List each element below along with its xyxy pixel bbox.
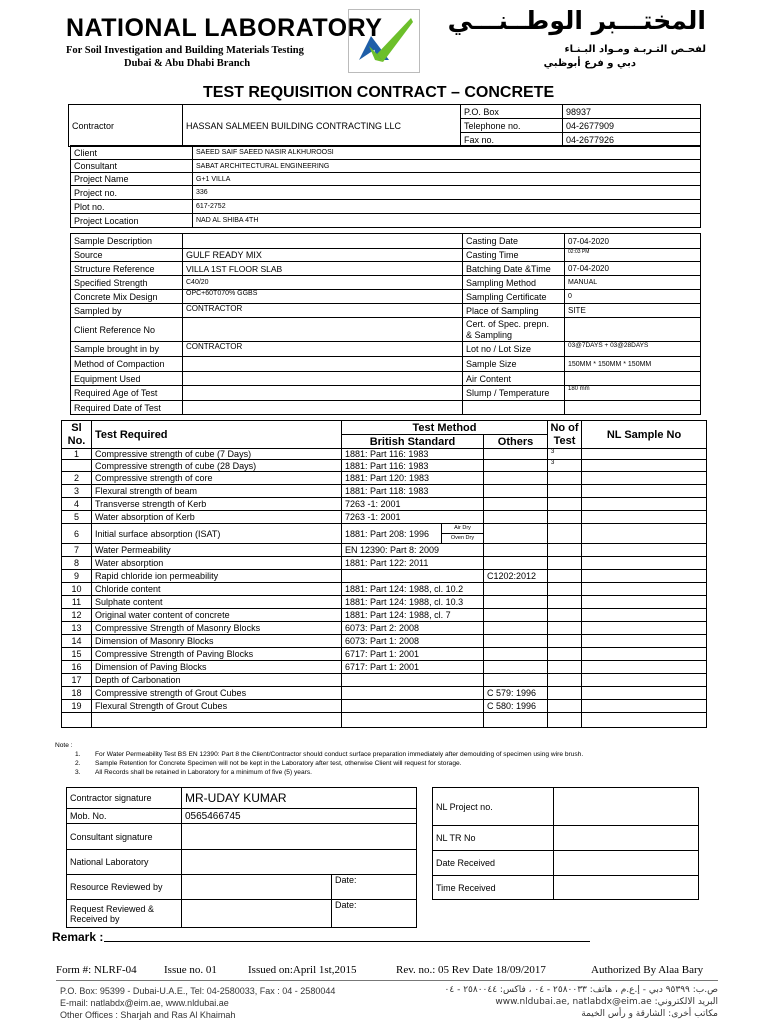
contractor-signature-label: Contractor signature xyxy=(67,788,182,809)
batching-date-label: Batching Date &Time xyxy=(463,262,565,276)
test-row xyxy=(62,485,707,498)
test-row-count[interactable] xyxy=(548,524,582,544)
plot-no-value: 617-2752 xyxy=(193,200,701,214)
sample-description-value xyxy=(183,234,463,249)
source-value: GULF READY MIX xyxy=(183,249,463,262)
sampling-method-value: MANUAL xyxy=(565,276,701,290)
lab-table xyxy=(432,787,699,900)
test-row-nl-sample-no[interactable] xyxy=(582,472,707,485)
form-number: Form #: NLRF-04 xyxy=(56,964,137,976)
test-row-nl-sample-no[interactable] xyxy=(582,648,707,661)
test-row-british-standard: 1881: Part 124: 1988, cl. 10.3 xyxy=(342,596,484,609)
test-row-name: Depth of Carbonation xyxy=(92,674,342,687)
test-row-others xyxy=(484,648,548,661)
test-row-others xyxy=(484,596,548,609)
test-row xyxy=(62,524,707,544)
test-row-others xyxy=(484,609,548,622)
required-age-label: Required Age of Test xyxy=(71,386,183,401)
test-row xyxy=(62,609,707,622)
sampling-method-label: Sampling Method xyxy=(463,276,565,290)
contractor-label: Contractor xyxy=(69,105,183,147)
test-row-nl-sample-no[interactable] xyxy=(582,485,707,498)
test-row-nl-sample-no[interactable] xyxy=(582,511,707,524)
sample-table xyxy=(70,233,701,415)
test-row-others: C1202:2012 xyxy=(484,570,548,583)
equipment-used-value xyxy=(183,372,463,386)
col-test-method-header: Test Method xyxy=(342,421,548,435)
lot-size-value: 03@7DAYS + 03@28DAYS xyxy=(565,342,701,357)
test-row-british-standard: 6717: Part 1: 2001 xyxy=(342,661,484,674)
test-row-others xyxy=(484,544,548,557)
test-row-others: C 579: 1996 xyxy=(484,687,548,700)
note-1-text: For Water Permeability Test BS EN 12390: Part 8 the Client/Contractor should conduct surface preparation immediately after demoulding of specimen using wire brush. xyxy=(95,751,584,758)
test-row xyxy=(62,700,707,713)
request-reviewed-value[interactable] xyxy=(182,900,332,928)
test-row xyxy=(62,570,707,583)
source-label: Source xyxy=(71,249,183,262)
test-row-number: 13 xyxy=(62,622,92,635)
test-row-british-standard: 1881: Part 208: 1996 xyxy=(345,528,430,539)
consultant-value: SABAT ARCHITECTURAL ENGINEERING xyxy=(193,160,701,173)
test-row-others xyxy=(484,557,548,570)
project-location-label: Project Location xyxy=(71,214,193,228)
nl-tr-no-label: NL TR No xyxy=(433,826,554,851)
place-of-sampling-label: Place of Sampling xyxy=(463,304,565,318)
lab-name-arabic: المختـــبر الوطــنـــي xyxy=(447,6,706,35)
nl-project-no-value[interactable] xyxy=(554,788,699,826)
slump-temperature-label: Slump / Temperature xyxy=(463,386,565,401)
test-row-name: Compressive strength of cube (7 Days) xyxy=(92,449,342,460)
note-3-text: All Records shall be retained in Laboratory for a minimum of five (5) years. xyxy=(95,769,312,776)
test-row-number: 6 xyxy=(62,524,92,544)
casting-time-label: Casting Time xyxy=(463,249,565,262)
telephone-value: 04-2677909 xyxy=(563,119,701,133)
test-row-name: Water absorption of Kerb xyxy=(92,511,342,524)
test-row-number: 12 xyxy=(62,609,92,622)
note-1-number: 1. xyxy=(75,751,81,758)
col-test-header: Test xyxy=(553,434,576,447)
footer-address-arabic: ص.ب: ٩٥٣٩٩ دبي - إ.ع.م ، هاتف: ٢٥٨٠٠٣٣ - ٠٤ ، فاكس: ٢٥٨٠٠٤٤ - ٠٤ xyxy=(444,985,718,995)
sample-size-label: Sample Size xyxy=(463,357,565,372)
test-row-count[interactable] xyxy=(548,700,582,713)
test-row-name: Compressive strength of cube (28 Days) xyxy=(92,460,342,472)
test-row-british-standard: 1881: Part 124: 1988, cl. 7 xyxy=(342,609,484,622)
lot-size-label: Lot no / Lot Size xyxy=(463,342,565,357)
time-received-label: Time Received xyxy=(433,876,554,900)
test-row-name: Flexural strength of beam xyxy=(92,485,342,498)
test-row-british-standard: 6073: Part 2: 2008 xyxy=(342,622,484,635)
test-row-name: Flexural Strength of Grout Cubes xyxy=(92,700,342,713)
test-row-number: 16 xyxy=(62,661,92,674)
remark-line[interactable] xyxy=(104,941,590,942)
test-row xyxy=(62,596,707,609)
col-nl-sample-header: NL Sample No xyxy=(582,421,707,449)
national-laboratory-label: National Laboratory xyxy=(67,850,182,875)
test-row-british-standard: 1881: Part 116: 1983 xyxy=(342,449,484,460)
test-row-nl-sample-no[interactable] xyxy=(582,449,707,460)
test-row-number: 10 xyxy=(62,583,92,596)
method-of-compaction-label: Method of Compaction xyxy=(71,357,183,372)
test-row-nl-sample-no[interactable] xyxy=(582,674,707,687)
test-row xyxy=(62,557,707,570)
test-row-british-standard: 7263 -1: 2001 xyxy=(342,498,484,511)
client-label: Client xyxy=(71,146,193,160)
test-row-nl-sample-no[interactable] xyxy=(582,609,707,622)
structure-reference-value: VILLA 1ST FLOOR SLAB xyxy=(183,262,463,276)
test-row-count[interactable] xyxy=(548,635,582,648)
test-row-count[interactable] xyxy=(548,583,582,596)
batching-date-value: 07-04-2020 xyxy=(565,262,701,276)
issue-number: Issue no. 01 xyxy=(164,964,217,976)
air-content-label: Air Content xyxy=(463,372,565,386)
test-row-british-standard-cell xyxy=(342,524,484,544)
test-row xyxy=(62,472,707,485)
test-row-others xyxy=(484,498,548,511)
col-british-standard-header: British Standard xyxy=(342,435,484,449)
footer-email: E-mail: natlabdx@eim.ae, www.nldubai.ae xyxy=(60,998,229,1008)
test-row-british-standard: 7263 -1: 2001 xyxy=(342,511,484,524)
date-received-label: Date Received xyxy=(433,851,554,876)
test-row-count[interactable] xyxy=(548,622,582,635)
test-row-british-standard: 1881: Part 122: 2011 xyxy=(342,557,484,570)
test-row xyxy=(62,687,707,700)
test-row-nl-sample-no[interactable] xyxy=(582,622,707,635)
test-row-name: Compressive strength of Grout Cubes xyxy=(92,687,342,700)
national-laboratory-value[interactable] xyxy=(182,850,417,875)
test-row-number xyxy=(62,713,92,728)
test-row-nl-sample-no[interactable] xyxy=(582,596,707,609)
logo-icon xyxy=(349,10,419,72)
test-row-number: 14 xyxy=(62,635,92,648)
lab-subtitle: For Soil Investigation and Building Materials Testing xyxy=(66,45,304,56)
test-row-number: 7 xyxy=(62,544,92,557)
time-received-value[interactable] xyxy=(554,876,699,900)
equipment-used-label: Equipment Used xyxy=(71,372,183,386)
test-row-name: Compressive Strength of Masonry Blocks xyxy=(92,622,342,635)
test-row-count[interactable]: 3 xyxy=(548,449,582,460)
test-row-others xyxy=(484,511,548,524)
test-row-british-standard: 1881: Part 120: 1983 xyxy=(342,472,484,485)
test-row-count[interactable] xyxy=(548,511,582,524)
test-row-number: 4 xyxy=(62,498,92,511)
sampled-by-value: CONTRACTOR xyxy=(183,304,463,318)
test-row-nl-sample-no[interactable] xyxy=(582,661,707,674)
project-table xyxy=(70,145,701,228)
test-row-others xyxy=(484,485,548,498)
footer-divider xyxy=(56,980,718,981)
note-2-text: Sample Retention for Concrete Specimen will not be kept in the Laboratory after test, otherwise Client will request for storage. xyxy=(95,760,462,767)
revision-number: Rev. no.: 05 Rev Date 18/09/2017 xyxy=(396,964,546,976)
test-row-nl-sample-no[interactable] xyxy=(582,635,707,648)
nl-tr-no-value[interactable] xyxy=(554,826,699,851)
required-date-value xyxy=(183,401,463,415)
required-date-label: Required Date of Test xyxy=(71,401,183,415)
signature-table xyxy=(66,787,417,928)
tests-table xyxy=(61,420,707,728)
test-row-count[interactable] xyxy=(548,661,582,674)
test-row-count[interactable] xyxy=(548,687,582,700)
test-row-british-standard xyxy=(342,713,484,728)
test-row xyxy=(62,449,707,460)
sample-brought-by-label: Sample brought in by xyxy=(71,342,183,357)
consultant-signature-value[interactable] xyxy=(182,824,417,850)
test-row-count[interactable] xyxy=(548,674,582,687)
test-row-others xyxy=(484,472,548,485)
sampling-certificate-label: Sampling Certificate xyxy=(463,290,565,304)
test-row-name: Original water content of concrete xyxy=(92,609,342,622)
specified-strength-value: C40/20 xyxy=(183,276,463,290)
test-row-count[interactable] xyxy=(548,609,582,622)
mob-no-value: 0565466745 xyxy=(182,809,417,824)
test-row-count[interactable] xyxy=(548,498,582,511)
date-received-value[interactable] xyxy=(554,851,699,876)
test-row xyxy=(62,674,707,687)
place-of-sampling-value: SITE xyxy=(565,304,701,318)
test-row-british-standard: 6073: Part 1: 2008 xyxy=(342,635,484,648)
lab-branch-arabic: دبي و فرع أبوظبي xyxy=(543,58,636,69)
test-row-number xyxy=(62,460,92,472)
test-row-british-standard xyxy=(342,700,484,713)
concrete-mix-design-value: OPC+60T070% GGBS xyxy=(183,290,463,304)
test-row-british-standard: 6717: Part 1: 2001 xyxy=(342,648,484,661)
col-sl-header: Sl xyxy=(71,421,82,434)
casting-time-value: 02:03 PM xyxy=(565,249,701,262)
test-row-name: Water absorption xyxy=(92,557,342,570)
test-row-count[interactable] xyxy=(548,485,582,498)
test-row-count[interactable] xyxy=(548,596,582,609)
concrete-mix-design-label: Concrete Mix Design xyxy=(71,290,183,304)
method-of-compaction-value xyxy=(183,357,463,372)
test-row-name xyxy=(92,713,342,728)
test-row-number: 19 xyxy=(62,700,92,713)
contractor-signature-value: MR-UDAY KUMAR xyxy=(182,788,417,809)
fax-value: 04-2677926 xyxy=(563,133,701,147)
test-row-others xyxy=(484,674,548,687)
sample-description-label: Sample Description xyxy=(71,234,183,249)
test-row-number: 1 xyxy=(62,449,92,460)
test-row-number: 3 xyxy=(62,485,92,498)
test-row-nl-sample-no[interactable] xyxy=(582,700,707,713)
test-row xyxy=(62,635,707,648)
document-title: TEST REQUISITION CONTRACT – CONCRETE xyxy=(203,84,555,101)
test-row-british-standard: EN 12390: Part 8: 2009 xyxy=(342,544,484,557)
required-age-value xyxy=(183,386,463,401)
footer-offices-arabic: مكاتب أخرى: الشارقة و رأس الخيمة xyxy=(581,1009,718,1019)
fax-label: Fax no. xyxy=(461,133,563,147)
project-no-label: Project no. xyxy=(71,186,193,200)
consultant-signature-label: Consultant signature xyxy=(67,824,182,850)
test-row-nl-sample-no[interactable] xyxy=(582,524,707,544)
client-reference-label: Client Reference No xyxy=(71,318,183,342)
test-row-others xyxy=(484,583,548,596)
client-reference-value xyxy=(183,318,463,342)
received-by-label: Received by xyxy=(70,913,120,924)
test-row-nl-sample-no[interactable] xyxy=(582,583,707,596)
test-row-name: Rapid chloride ion permeability xyxy=(92,570,342,583)
test-row-others xyxy=(484,460,548,472)
contractor-value: HASSAN SALMEEN BUILDING CONTRACTING LLC xyxy=(183,105,461,147)
test-row xyxy=(62,583,707,596)
test-row-nl-sample-no[interactable] xyxy=(582,557,707,570)
test-row-others xyxy=(484,449,548,460)
national-laboratory-logo xyxy=(348,9,420,73)
col-others-header: Others xyxy=(484,435,548,449)
test-row-number: 2 xyxy=(62,472,92,485)
test-row-number: 18 xyxy=(62,687,92,700)
project-location-value: NAD AL SHIBA 4TH xyxy=(193,214,701,228)
test-row xyxy=(62,661,707,674)
test-row-count[interactable] xyxy=(548,570,582,583)
client-value: SAEED SAIF SAEED NASIR ALKHUROOSI xyxy=(193,146,701,160)
test-row xyxy=(62,648,707,661)
test-row xyxy=(62,511,707,524)
cert-spec-value xyxy=(565,318,701,342)
po-box-label: P.O. Box xyxy=(461,105,563,119)
note-3-number: 3. xyxy=(75,769,81,776)
test-row-nl-sample-no[interactable] xyxy=(582,544,707,557)
test-row-nl-sample-no[interactable] xyxy=(582,570,707,583)
test-row-count[interactable] xyxy=(548,713,582,728)
test-row-nl-sample-no[interactable] xyxy=(582,498,707,511)
project-name-label: Project Name xyxy=(71,173,193,186)
resource-reviewed-value[interactable] xyxy=(182,875,332,900)
test-row xyxy=(62,460,707,472)
air-content-value xyxy=(565,372,701,386)
sampling-certificate-value: 0 xyxy=(565,290,701,304)
oven-dry-option[interactable]: Oven Dry xyxy=(450,535,475,541)
test-row-name: Initial surface absorption (ISAT) xyxy=(92,524,342,544)
test-row xyxy=(62,544,707,557)
test-row-name: Sulphate content xyxy=(92,596,342,609)
test-row-number: 8 xyxy=(62,557,92,570)
test-row xyxy=(62,622,707,635)
test-row-british-standard: 1881: Part 116: 1983 xyxy=(342,460,484,472)
test-row-number: 9 xyxy=(62,570,92,583)
test-row xyxy=(62,498,707,511)
test-row-british-standard: 1881: Part 118: 1983 xyxy=(342,485,484,498)
consultant-label: Consultant xyxy=(71,160,193,173)
authorized-by: Authorized By Alaa Bary xyxy=(591,964,704,976)
casting-date-value: 07-04-2020 xyxy=(565,234,701,249)
notes-title: Note : xyxy=(55,742,73,749)
remark-label: Remark : xyxy=(52,930,104,944)
test-row-nl-sample-no[interactable] xyxy=(582,460,707,472)
test-row-count[interactable] xyxy=(548,557,582,570)
specified-strength-label: Specified Strength xyxy=(71,276,183,290)
air-dry-option[interactable]: Air Dry xyxy=(442,524,483,534)
project-name-value: G+1 VILLA xyxy=(193,173,701,186)
test-row-british-standard xyxy=(342,687,484,700)
issued-on: Issued on:April 1st,2015 xyxy=(248,964,357,976)
test-row-name: Transverse strength of Kerb xyxy=(92,498,342,511)
test-row-british-standard xyxy=(342,570,484,583)
test-row-name: Dimension of Masonry Blocks xyxy=(92,635,342,648)
test-row-number: 15 xyxy=(62,648,92,661)
contractor-table xyxy=(68,104,701,147)
footer-address: P.O. Box: 95399 - Dubai-U.A.E., Tel: 04-2580033, Fax : 04 - 2580044 xyxy=(60,986,336,996)
test-row-british-standard xyxy=(342,674,484,687)
test-row-others: C 580: 1996 xyxy=(484,700,548,713)
resource-reviewed-label: Resource Reviewed by xyxy=(67,875,182,900)
sampled-by-label: Sampled by xyxy=(71,304,183,318)
test-row-count[interactable] xyxy=(548,472,582,485)
test-row-name: Compressive strength of core xyxy=(92,472,342,485)
footer-email-arabic: البريد الالكتروني: www.nldubai.ae, natlabdx@eim.ae xyxy=(495,997,718,1007)
test-row-others xyxy=(484,635,548,648)
slump-temperature-value: 180 mm xyxy=(565,386,701,401)
test-row-british-standard: 1881: Part 124: 1988, cl. 10.2 xyxy=(342,583,484,596)
mob-no-label: Mob. No. xyxy=(67,809,182,824)
test-row-name: Chloride content xyxy=(92,583,342,596)
lab-branch: Dubai & Abu Dhabi Branch xyxy=(124,58,251,69)
cert-spec-label-2: & Sampling xyxy=(466,329,513,340)
test-row-number: 17 xyxy=(62,674,92,687)
col-no-of-header: No of xyxy=(550,421,579,434)
test-row-number: 5 xyxy=(62,511,92,524)
resource-reviewed-date[interactable]: Date: xyxy=(332,875,417,900)
test-row-others xyxy=(484,524,548,544)
test-row-others xyxy=(484,622,548,635)
col-test-required-header: Test Required xyxy=(92,421,342,449)
test-row-nl-sample-no[interactable] xyxy=(582,713,707,728)
test-row-others xyxy=(484,661,548,674)
test-row-others xyxy=(484,713,548,728)
test-row xyxy=(62,713,707,728)
request-reviewed-label: Request Reviewed & xyxy=(70,903,155,914)
test-row-count[interactable]: 3 xyxy=(548,460,582,472)
nl-project-no-label: NL Project no. xyxy=(433,788,554,826)
structure-reference-label: Structure Reference xyxy=(71,262,183,276)
test-row-name: Water Permeability xyxy=(92,544,342,557)
footer-other-offices: Other Offices : Sharjah and Ras Al Khaimah xyxy=(60,1010,236,1020)
lab-subtitle-arabic: لفحـص التـربـة ومـواد البـنـاء xyxy=(564,44,706,55)
plot-no-label: Plot no. xyxy=(71,200,193,214)
project-no-value: 336 xyxy=(193,186,701,200)
test-row-count[interactable] xyxy=(548,648,582,661)
test-row-number: 11 xyxy=(62,596,92,609)
test-row-name: Compressive Strength of Paving Blocks xyxy=(92,648,342,661)
test-row-name: Dimension of Paving Blocks xyxy=(92,661,342,674)
sample-brought-by-value: CONTRACTOR xyxy=(183,342,463,357)
col-no-header: No. xyxy=(67,434,86,447)
test-row-nl-sample-no[interactable] xyxy=(582,687,707,700)
note-2-number: 2. xyxy=(75,760,81,767)
sample-size-value: 150MM * 150MM * 150MM xyxy=(565,357,701,372)
request-reviewed-date[interactable]: Date: xyxy=(332,900,417,928)
telephone-label: Telephone no. xyxy=(461,119,563,133)
lab-name: NATIONAL LABORATORY xyxy=(66,14,383,42)
casting-date-label: Casting Date xyxy=(463,234,565,249)
test-row-count[interactable] xyxy=(548,544,582,557)
cert-spec-label: Cert. of Spec. prepn. xyxy=(466,318,550,329)
po-box-value: 98937 xyxy=(563,105,701,119)
